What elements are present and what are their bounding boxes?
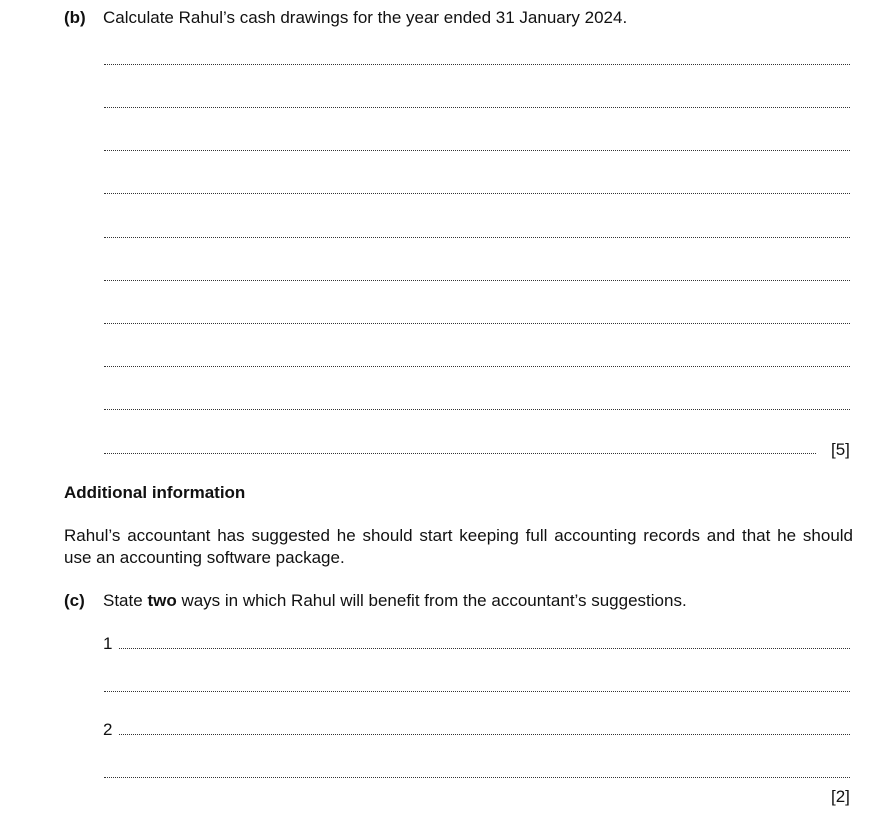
part-b-marks: [5] (831, 440, 850, 459)
answer-line-c-1a[interactable] (119, 648, 850, 649)
item-1-number: 1 (103, 634, 113, 653)
answer-line-b-6[interactable] (104, 280, 850, 281)
part-c-question-after: ways in which Rahul will benefit from the accountant’s suggestions. (181, 591, 687, 610)
answer-line-b-10[interactable] (104, 453, 816, 454)
answer-line-b-7[interactable] (104, 323, 850, 324)
answer-line-c-1b[interactable] (104, 691, 850, 692)
part-c-label: (c) (64, 591, 85, 610)
part-c-question (103, 591, 687, 611)
part-b-question: Calculate Rahul’s cash drawings for the year ended 31 January 2024. (103, 8, 628, 27)
answer-line-b-9[interactable] (104, 409, 850, 410)
answer-line-b-8[interactable] (104, 366, 850, 367)
answer-line-b-3[interactable] (104, 150, 850, 151)
part-c-question-bold: two (147, 591, 177, 610)
part-c-marks: [2] (831, 787, 850, 806)
part-c-question-before: State (103, 591, 143, 610)
answer-line-c-2b[interactable] (104, 777, 850, 778)
additional-heading: Additional information (64, 483, 246, 502)
additional-paragraph: Rahul’s accountant has suggested he should start keeping full accounting records and that he should use an accounting software package. (64, 526, 853, 567)
answer-line-c-2a[interactable] (119, 734, 850, 735)
part-b-label: (b) (64, 8, 86, 27)
answer-line-b-2[interactable] (104, 107, 850, 108)
answer-line-b-4[interactable] (104, 193, 850, 194)
answer-line-b-5[interactable] (104, 237, 850, 238)
answer-line-b-1[interactable] (104, 64, 850, 65)
item-2-number: 2 (103, 720, 113, 739)
